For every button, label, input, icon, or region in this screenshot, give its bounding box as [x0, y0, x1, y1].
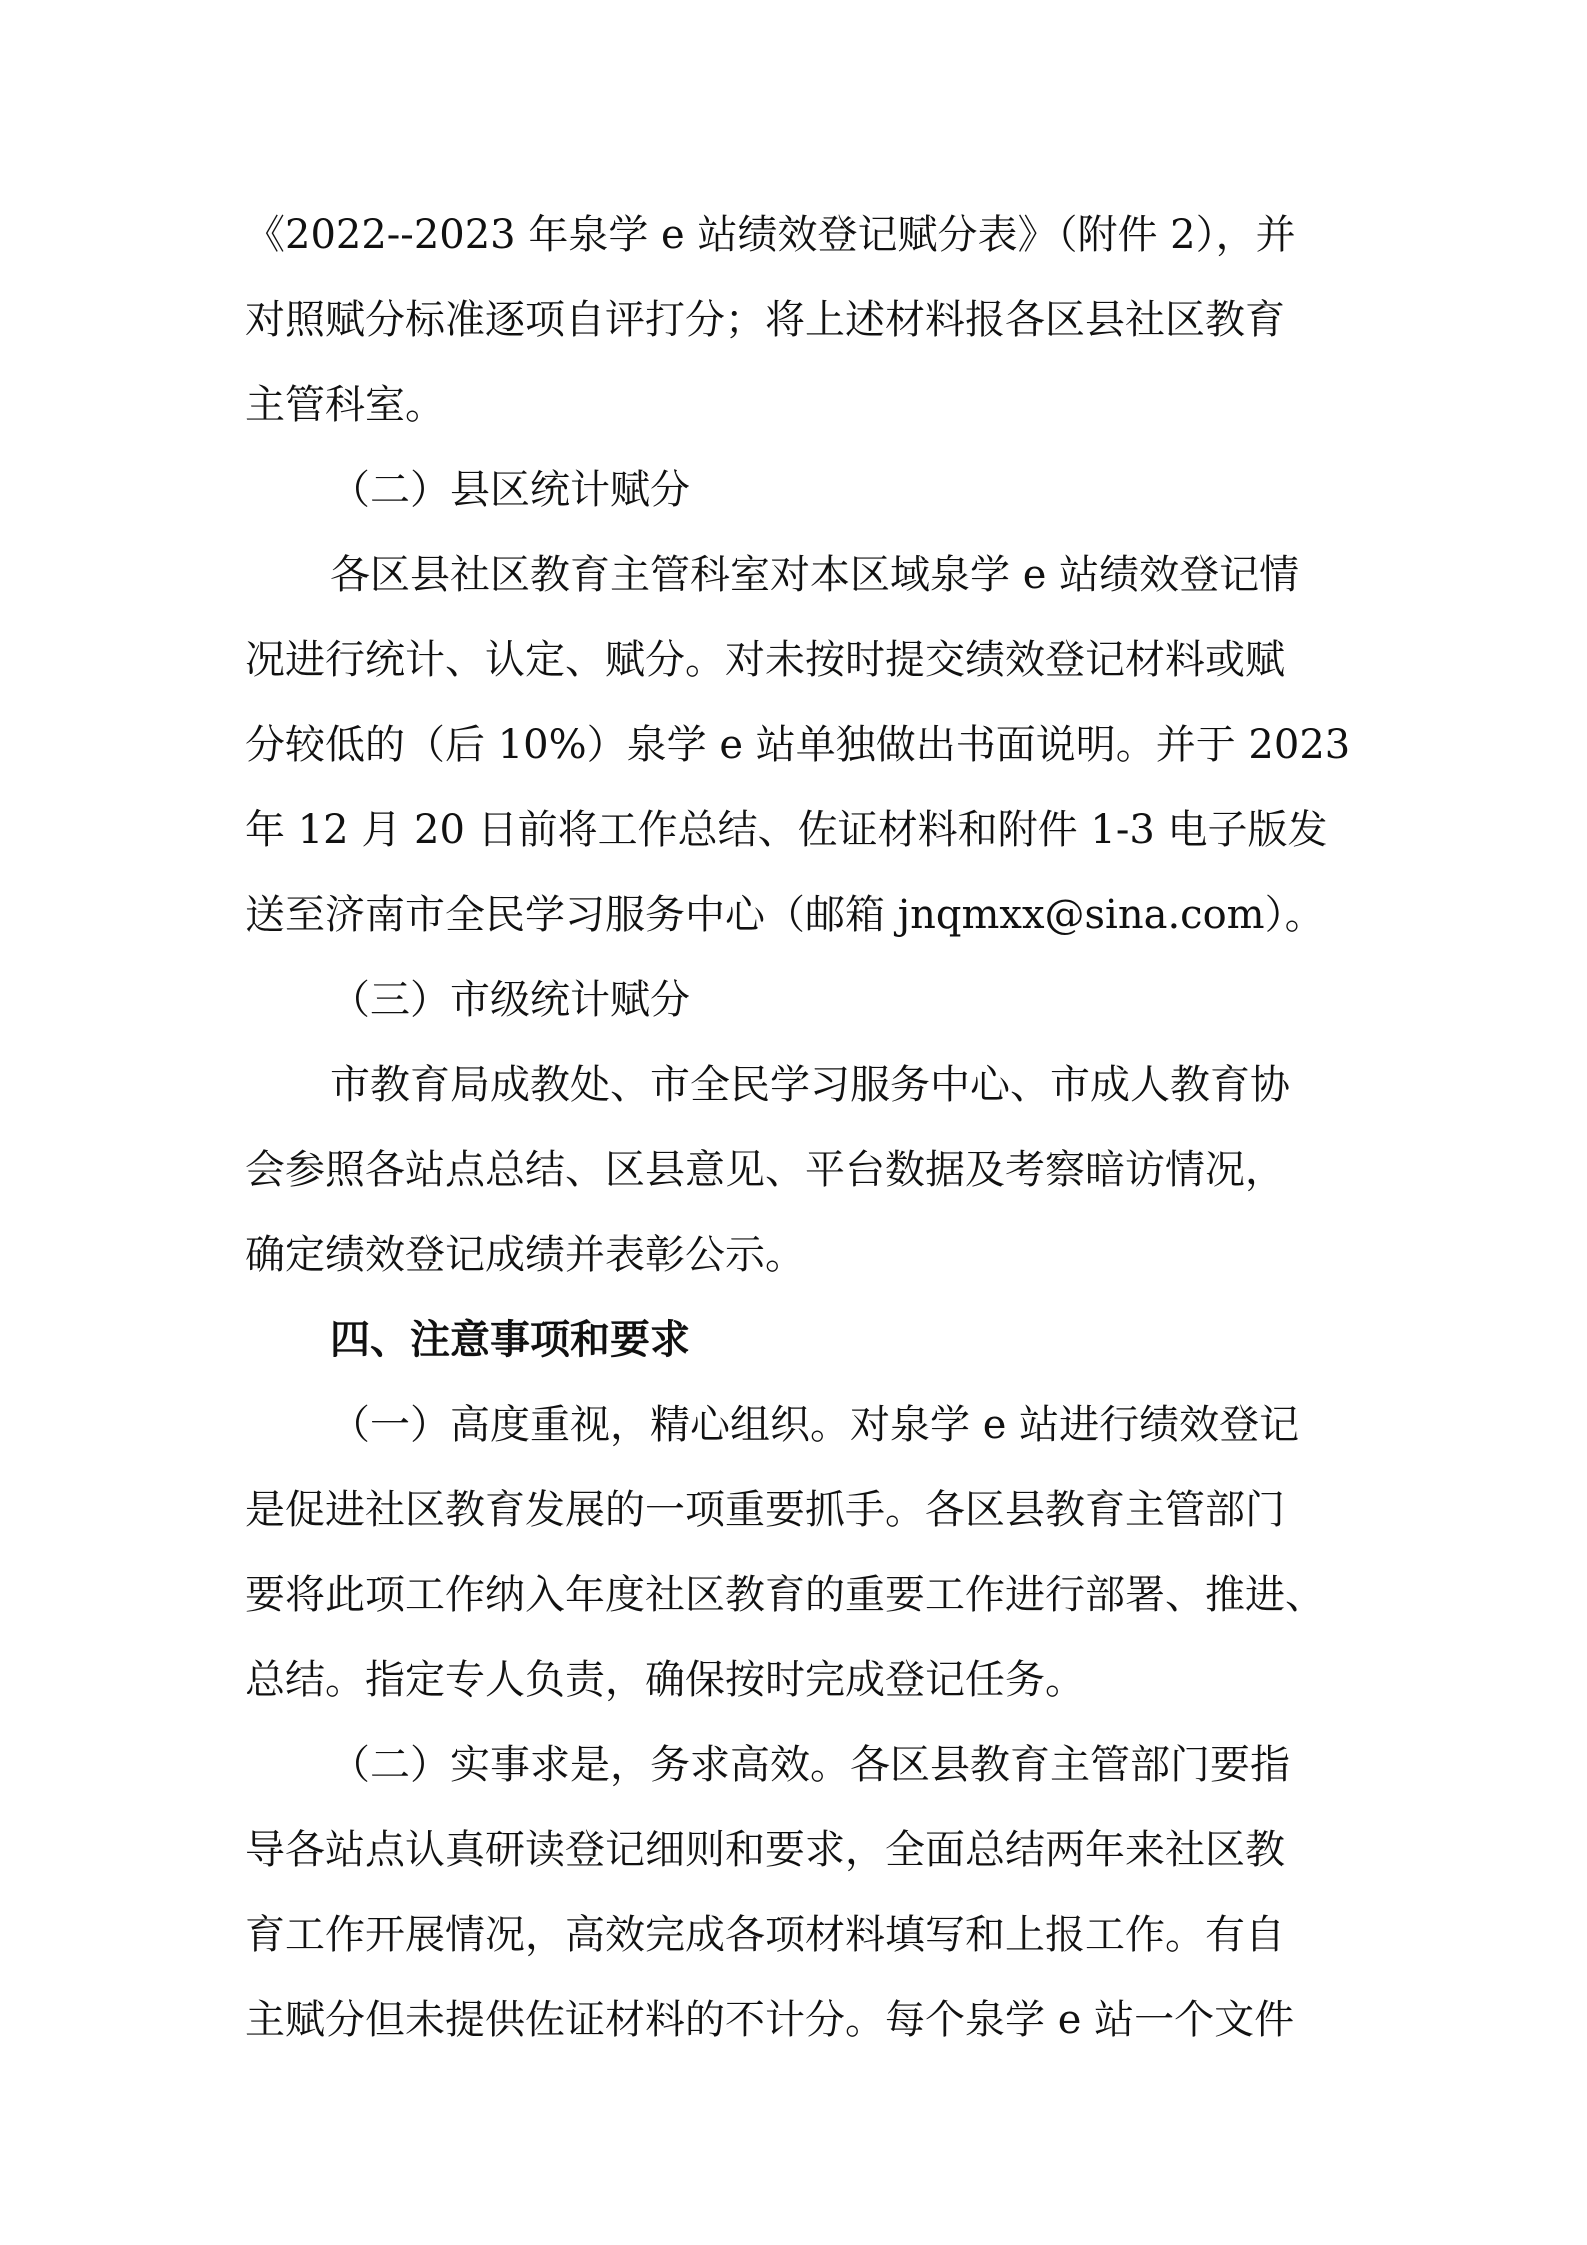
paragraph-line: 各区县社区教育主管科室对本区域泉学 e 站绩效登记情: [330, 552, 1300, 598]
chapter-heading: 四、注意事项和要求: [330, 1317, 690, 1363]
section-heading: （三）市级统计赋分: [330, 977, 690, 1023]
paragraph-line: 市教育局成教处、市全民学习服务中心、市成人教育协: [330, 1062, 1290, 1108]
paragraph-line: 会参照各站点总结、区县意见、平台数据及考察暗访情况，: [245, 1147, 1285, 1193]
paragraph-line: 况进行统计、认定、赋分。对未按时提交绩效登记材料或赋: [245, 637, 1285, 683]
paragraph-line: 确定绩效登记成绩并表彰公示。: [245, 1232, 805, 1278]
paragraph-line: 是促进社区教育发展的一项重要抓手。各区县教育主管部门: [245, 1487, 1285, 1533]
paragraph-line: （一）高度重视，精心组织。对泉学 e 站进行绩效登记: [330, 1402, 1300, 1448]
section-heading: （二）县区统计赋分: [330, 467, 690, 513]
paragraph-line: 要将此项工作纳入年度社区教育的重要工作进行部署、推进、: [245, 1572, 1325, 1618]
paragraph-line: 导各站点认真研读登记细则和要求，全面总结两年来社区教: [245, 1827, 1285, 1873]
paragraph-line: 育工作开展情况，高效完成各项材料填写和上报工作。有自: [245, 1912, 1285, 1958]
paragraph-line: 主赋分但未提供佐证材料的不计分。每个泉学 e 站一个文件: [245, 1997, 1295, 2043]
paragraph-line: 总结。指定专人负责，确保按时完成登记任务。: [245, 1657, 1085, 1703]
paragraph-line: 分较低的（后 10%）泉学 e 站单独做出书面说明。并于 2023: [245, 722, 1351, 768]
paragraph-line: 送至济南市全民学习服务中心（邮箱 jnqmxx@sina.com）。: [245, 892, 1325, 938]
paragraph-line: 《2022--2023 年泉学 e 站绩效登记赋分表》（附件 2），并: [245, 212, 1296, 258]
paragraph-line: 主管科室。: [245, 382, 445, 428]
paragraph-line: （二）实事求是，务求高效。各区县教育主管部门要指: [330, 1742, 1290, 1788]
paragraph-line: 对照赋分标准逐项自评打分；将上述材料报各区县社区教育: [245, 297, 1285, 343]
paragraph-line: 年 12 月 20 日前将工作总结、佐证材料和附件 1-3 电子版发: [245, 807, 1328, 853]
